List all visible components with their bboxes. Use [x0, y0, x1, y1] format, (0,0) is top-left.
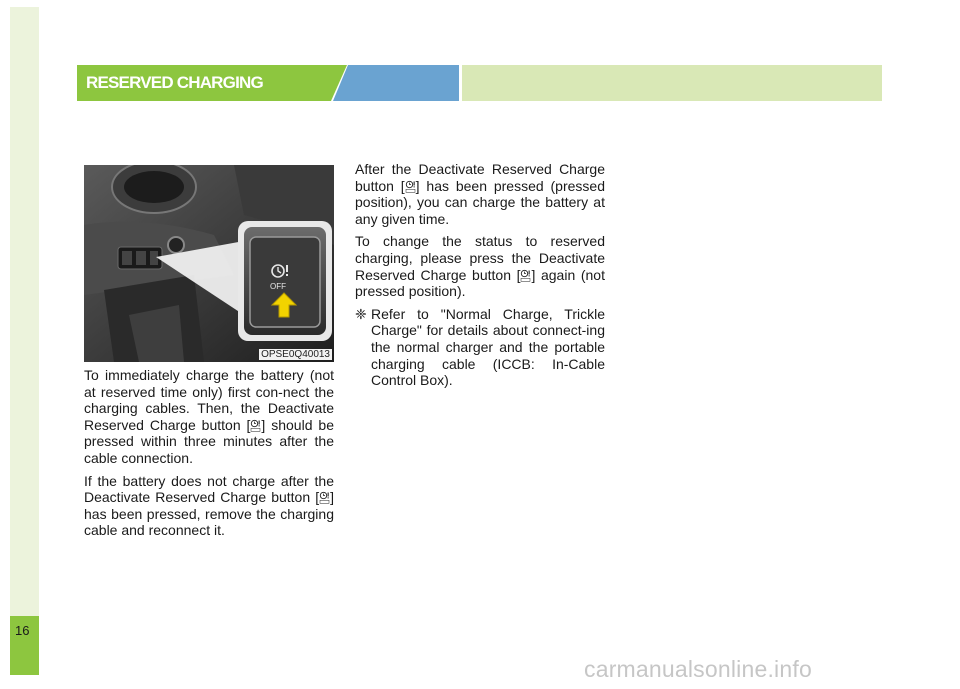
off-label: OFF: [270, 282, 286, 291]
reserve-off-button-icon: [520, 269, 531, 282]
reserve-off-button-icon: [250, 419, 261, 432]
header-light-band: [462, 65, 882, 101]
note-text: Refer to "Normal Charge, Trickle Charge" for details about connect-ing the normal charger and the portable charging cable (ICCB: In-Cable Control Box).: [371, 305, 605, 389]
note: [355, 306, 605, 389]
header-blue-band: [333, 65, 459, 101]
side-stripe: [10, 7, 39, 616]
dashboard-drawing: [84, 165, 334, 362]
left-paragraph-1: To immediately charge the battery (not at reserved time only) first con-nect the charging cables. Then, the Deactivate Reserved Charge button [ ] should be pressed within three minutes after the cable connection.: [84, 367, 334, 466]
section-title: RESERVED CHARGING: [86, 73, 263, 92]
right-paragraph-1: After the Deactivate Reserved Charge button [ ] has been pressed (pressed position), you can charge the battery at any given time.: [355, 161, 605, 227]
reserve-off-button-icon: [405, 180, 416, 193]
left-paragraph-2: If the battery does not charge after the Deactivate Reserved Charge button [ ] has been pressed, remove the charging cable and reconnect it.: [84, 472, 334, 539]
right-paragraph-2: To change the status to reserved charging, please press the Deactivate Reserved Charge button [ ] again (not pressed position).: [355, 233, 605, 300]
figure-code: OPSE0Q40013: [261, 349, 330, 360]
dashboard-illustration: [84, 165, 334, 362]
watermark: carmanualsonline.info: [584, 656, 812, 682]
note-mark: ❈: [355, 305, 367, 322]
reserve-off-button-icon: [319, 491, 330, 504]
page-number: 16: [15, 623, 30, 638]
right-column: [355, 161, 605, 389]
section-header: [77, 65, 882, 101]
left-column: [84, 367, 334, 545]
